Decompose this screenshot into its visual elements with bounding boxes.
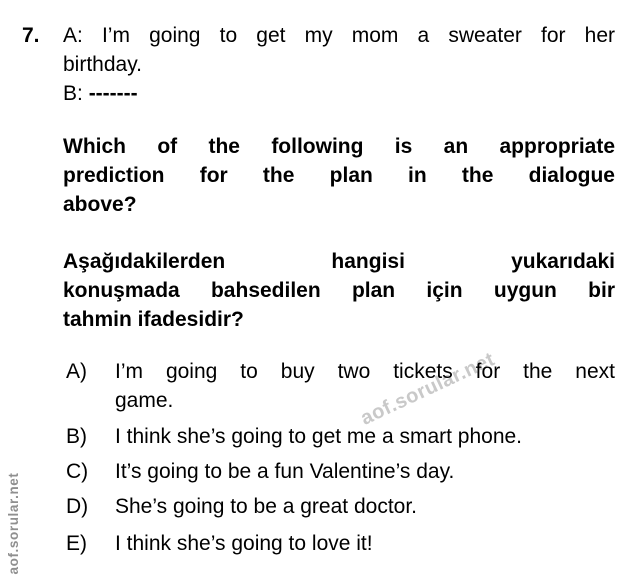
answer-option-a[interactable] bbox=[66, 357, 615, 415]
option-c-letter: C) bbox=[66, 460, 89, 483]
prompt-tr-line1: Aşağıdakilerden hangisi yukarıdaki bbox=[63, 250, 615, 273]
prompt-english bbox=[63, 132, 615, 219]
prompt-tr-line2: konuşmada bahsedilen plan için uygun bir bbox=[63, 279, 615, 302]
option-a-text bbox=[115, 357, 615, 415]
option-e-text: I think she’s going to love it! bbox=[115, 532, 373, 555]
option-e-letter: E) bbox=[66, 532, 87, 555]
diagonal-watermark: aof.sorular.net bbox=[357, 348, 499, 430]
option-d-letter: D) bbox=[66, 495, 89, 518]
vertical-watermark: aof.sorular.net bbox=[6, 472, 21, 575]
prompt-en-line3: above? bbox=[63, 193, 137, 216]
option-a-line1: I’m going to buy two tickets for the next bbox=[115, 360, 615, 383]
option-a-line2: game. bbox=[115, 389, 174, 412]
answer-option-b[interactable] bbox=[66, 422, 615, 451]
dialogue-block bbox=[63, 21, 615, 108]
dialogue-speaker-b: B: bbox=[63, 82, 83, 105]
answer-option-e[interactable] bbox=[66, 529, 615, 558]
question-number: 7. bbox=[22, 24, 40, 47]
prompt-en-line2: prediction for the plan in the dialogue bbox=[63, 164, 615, 187]
option-b-text: I think she’s going to get me a smart phone. bbox=[115, 425, 523, 448]
option-c-text: It’s going to be a fun Valentine’s day. bbox=[115, 460, 455, 483]
dialogue-line-b bbox=[63, 79, 615, 108]
dialogue-line-a2: birthday. bbox=[63, 53, 142, 76]
dialogue-line-a1: A: I’m going to get my mom a sweater for her bbox=[63, 24, 615, 47]
answer-option-c[interactable] bbox=[66, 457, 615, 486]
option-b-letter: B) bbox=[66, 425, 87, 448]
answer-option-d[interactable] bbox=[66, 492, 615, 521]
prompt-en-line1: Which of the following is an appropriate bbox=[63, 135, 615, 158]
option-d-text: She’s going to be a great doctor. bbox=[115, 495, 417, 518]
prompt-tr-line3: tahmin ifadesidir? bbox=[63, 308, 244, 331]
dialogue-blank-dashes: ------- bbox=[88, 82, 138, 105]
prompt-turkish bbox=[63, 247, 615, 334]
option-a-letter: A) bbox=[66, 360, 87, 383]
